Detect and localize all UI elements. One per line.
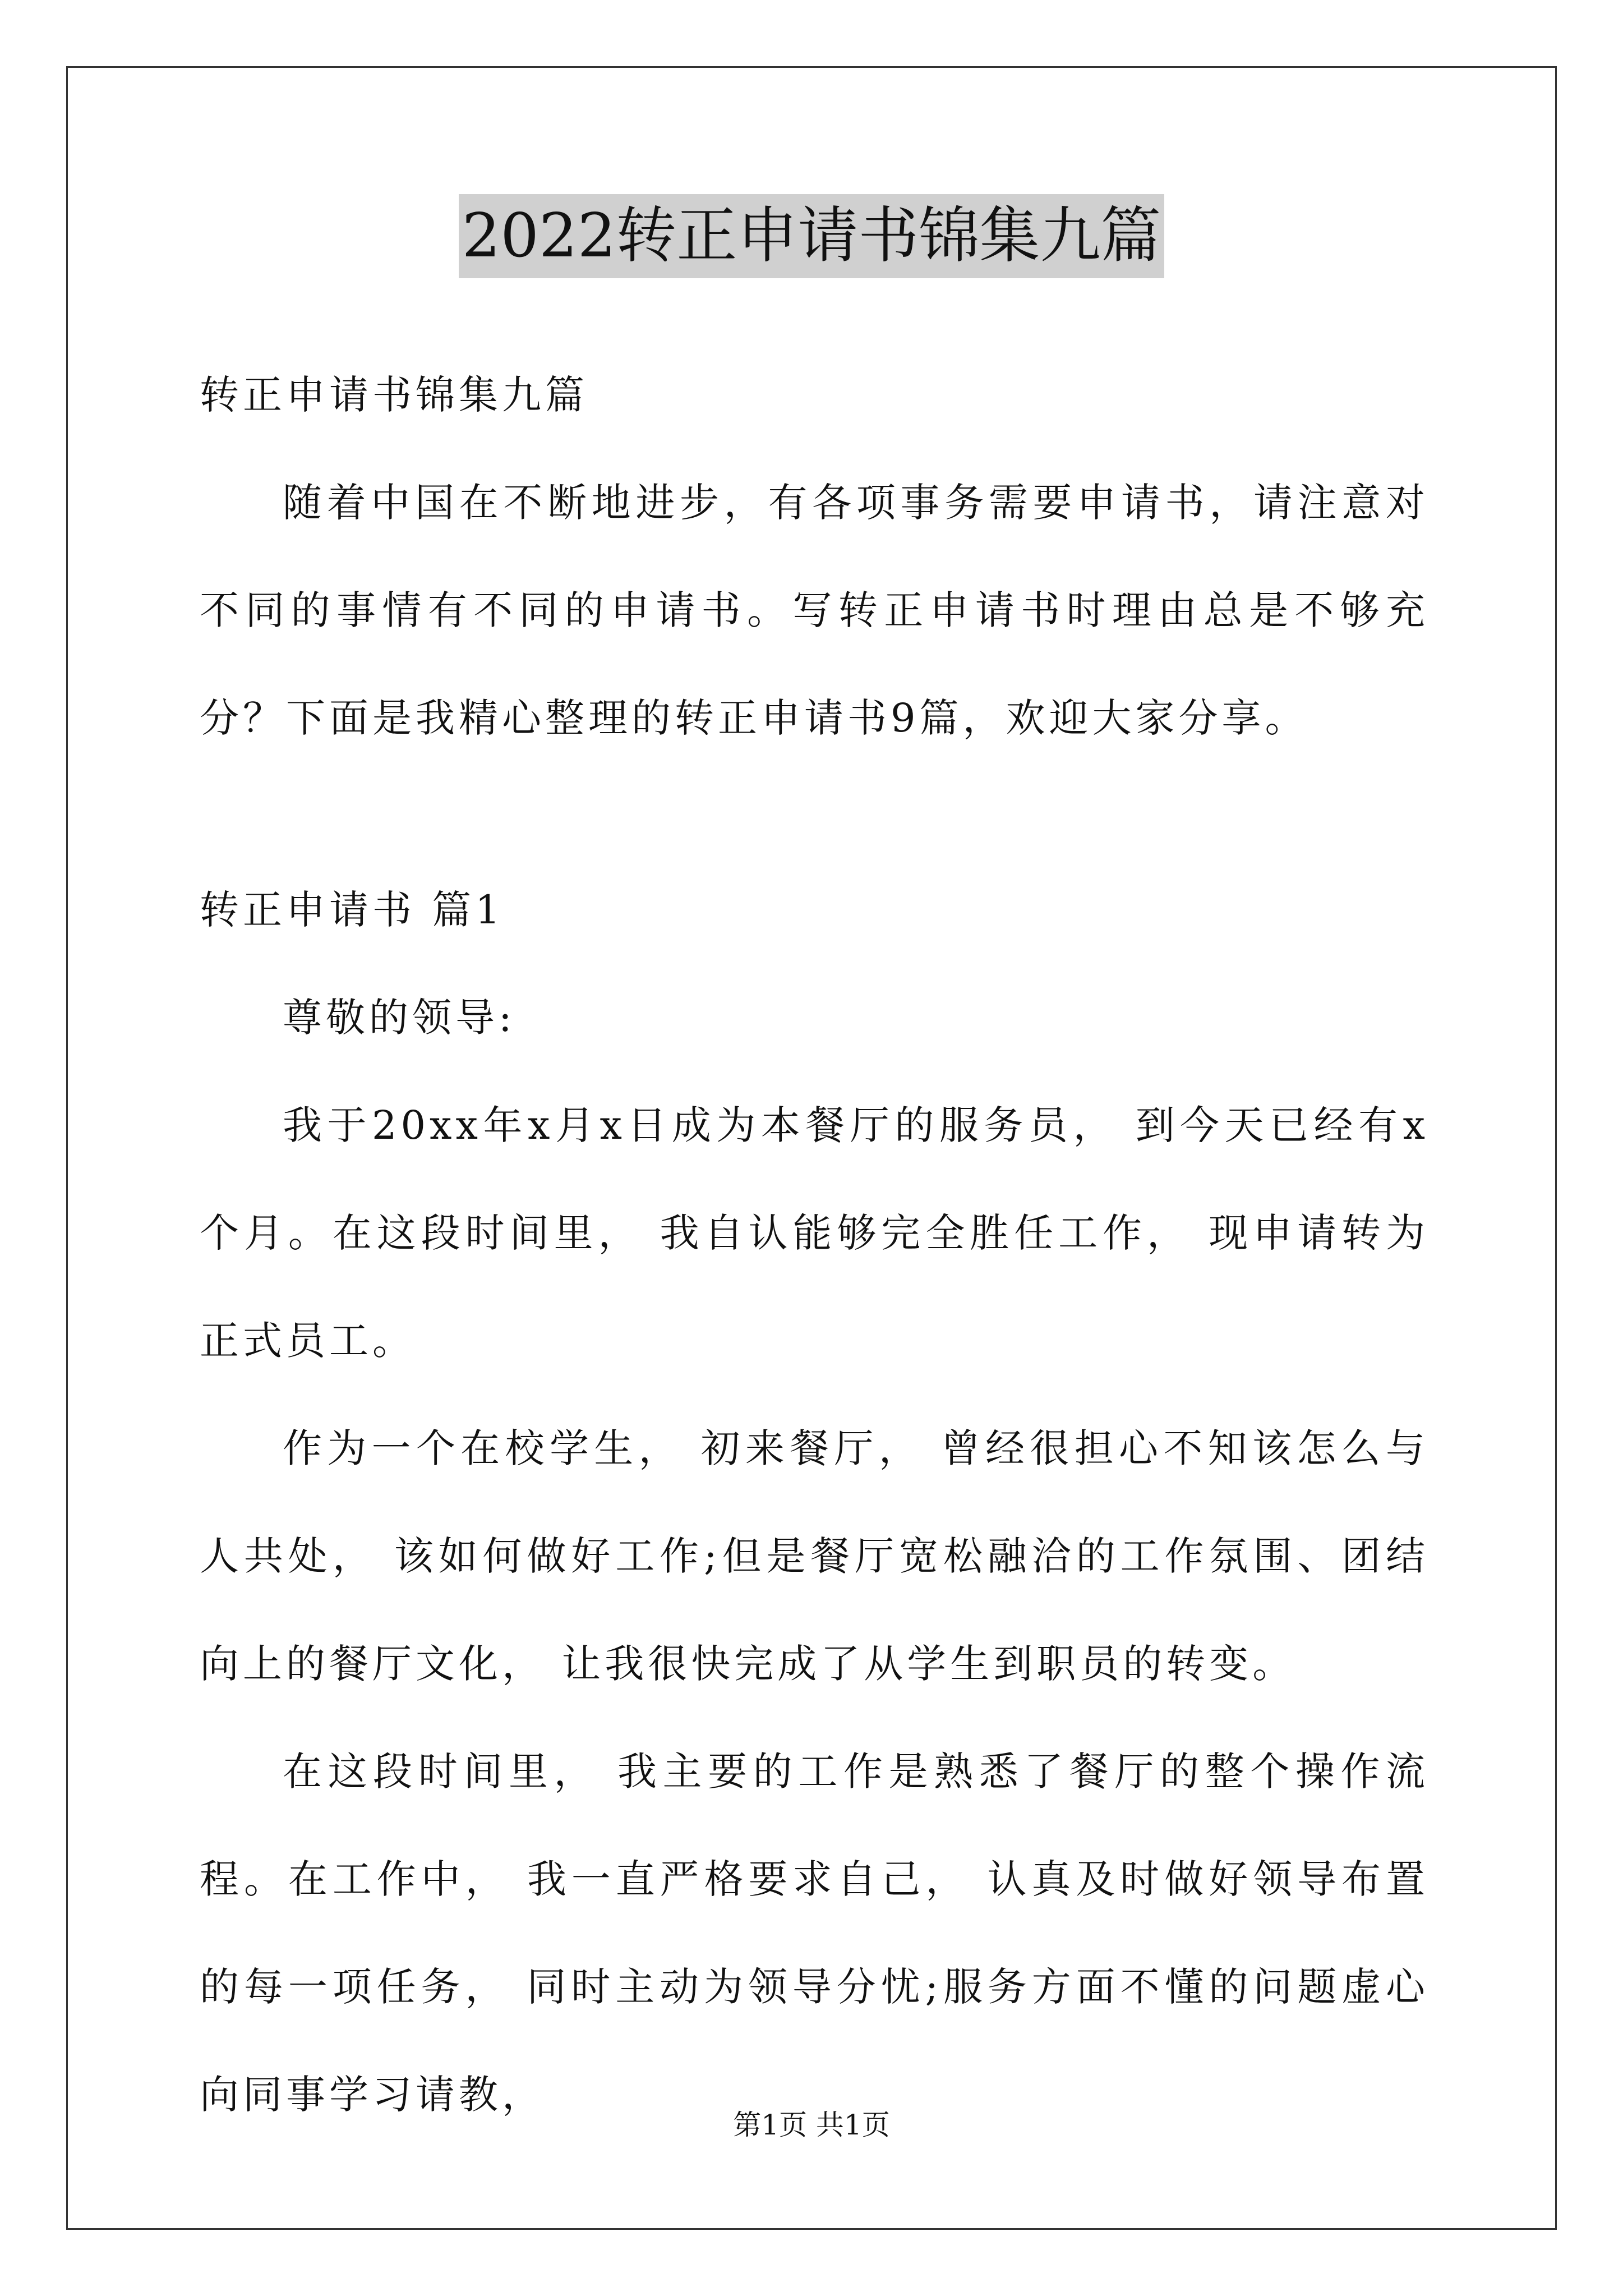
page-footer: 第1页 共1页 bbox=[733, 2109, 890, 2141]
section-heading: 转正申请书 篇1 bbox=[200, 887, 504, 933]
body-paragraph-3: 在这段时间里， 我主要的工作是熟悉了餐厅的整个操作流程。在工作中， 我一直严格要求自己， 认真及时做好领导布置的每一项任务， 同时主动为领导分忧;服务方面不懂的问题虚心向同事学习请教， bbox=[200, 1749, 1429, 2118]
body-paragraph-1: 我于20xx年x月x日成为本餐厅的服务员， 到今天已经有x个月。在这段时间里， 我自认能够完全胜任工作， 现申请转为正式员工。 bbox=[200, 1102, 1429, 1364]
document-title: 2022转正申请书锦集九篇 bbox=[459, 194, 1165, 278]
title-container bbox=[0, 194, 1623, 278]
salutation: 尊敬的领导: bbox=[283, 995, 516, 1041]
body-paragraph-2: 作为一个在校学生， 初来餐厅， 曾经很担心不知该怎么与人共处， 该如何做好工作;但是餐厅宽松融洽的工作氛围、团结向上的餐厅文化， 让我很快完成了从学生到职员的转变。 bbox=[200, 1425, 1429, 1687]
document-body bbox=[200, 337, 1429, 2148]
intro-paragraph: 随着中国在不断地进步，有各项事务需要申请书，请注意对不同的事情有不同的申请书。写转正申请书时理由总是不够充分？下面是我精心整理的转正申请书9篇，欢迎大家分享。 bbox=[200, 480, 1429, 741]
document-subtitle: 转正申请书锦集九篇 bbox=[200, 372, 588, 418]
